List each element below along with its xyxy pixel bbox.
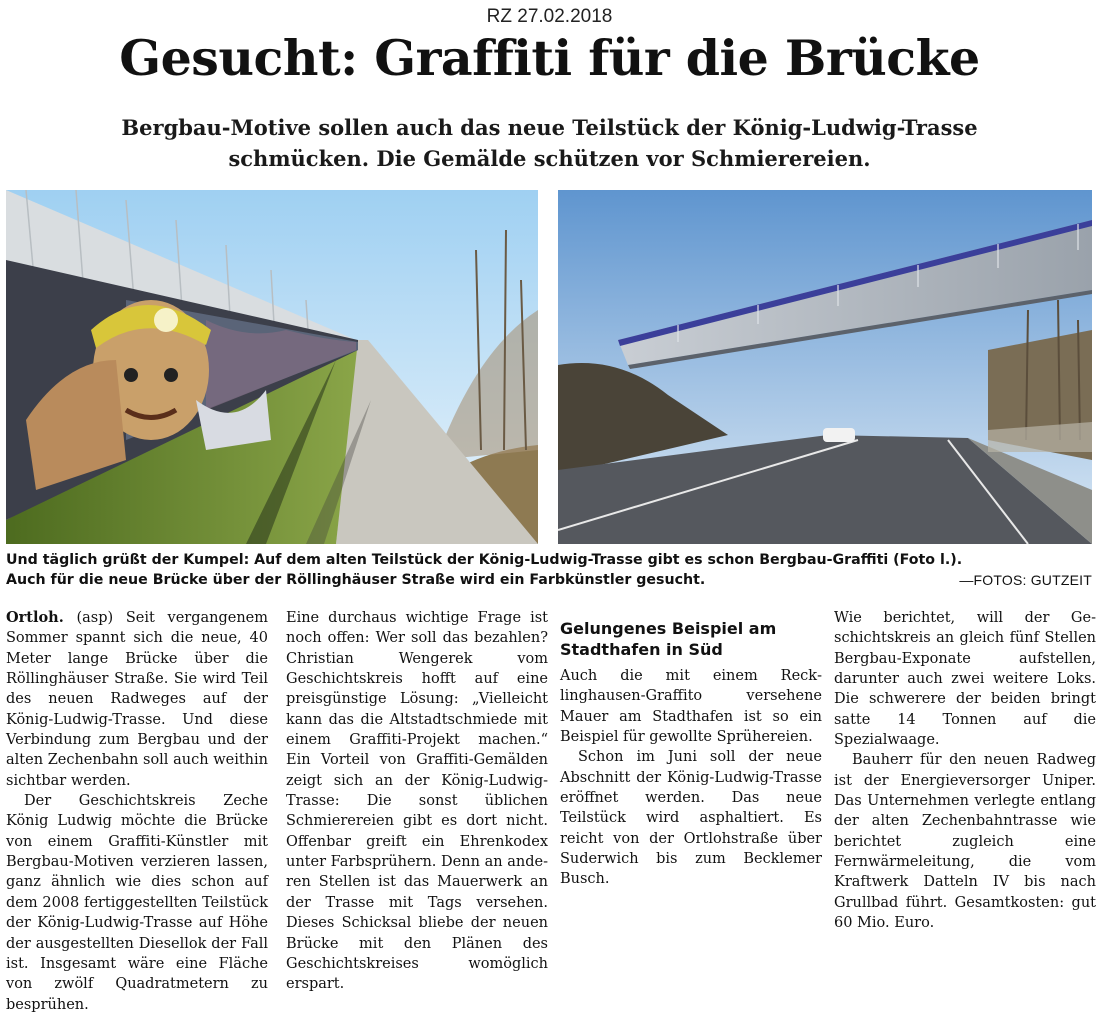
- article-paragraph-3: Eine durchaus wichtige Frage ist noch offen: Wer soll das bezahlen? Christian Wengerek vom Geschichtskreis hofft auf eine preisgünstige Lösung: „Vielleicht kann das die Altstadtschmiede mit einem Graffiti-Projekt machen.“ Ein Vorteil von Graffiti-Gemälden zeigt sich an der König-Ludwig-Trasse: Die sonst üblichen Schmierereien gibt es dort nicht. Offenbar greift ein Ehrenkodex unter Farbsprühern. Denn an anderen Stellen ist das Mauerwerk an der Trasse mit Tags versehen. Dieses Schicksal bliebe der neuen Brücke mit den Plänen des Geschichtskreises womöglich erspart.: [286, 610, 548, 993]
- article-paragraph-2: Der Geschichtskreis Zeche König Ludwig möchte die Brücke von einem Graffiti-Künstler mit Bergbau-Motiven verzieren lassen, ganz ähnlich wie dies schon auf dem 2008 fertiggestellten Teilstück der König-Ludwig-Trasse auf Höhe der ausgestellten Diesellok der Fall ist. Insgesamt wäre eine Fläche von zwölf Quadratmetern zu besprühen.: [6, 793, 268, 1013]
- subheadline: [0, 112, 1099, 174]
- article-paragraph-6: Wie berichtet, will der Geschichtskreis an gleich fünf Stellen Bergbau-Exponate aufstellen, darunter auch zwei weitere Loks. Die schwerere der beiden bringt satte 14 Tonnen auf die Spezialwaage.: [834, 610, 1096, 749]
- photo-graffiti-wall: [6, 190, 538, 544]
- article-column-4: [834, 608, 1096, 934]
- subheadline-line-2: schmücken. Die Gemälde schützen vor Schmierereien.: [228, 146, 871, 171]
- paragraph-1-text: (asp) Seit vergangenem Sommer spannt sich die neue, 40 Meter lange Brücke über die Röllinghäuser Straße. Sie wird Teil des neuen Radweges auf der König-Ludwig-Trasse. Und diese Verbindung zum Bergbau und der alten Zechenbahn soll auch weithin sichtbar werden.: [6, 610, 269, 789]
- article-paragraph-5: Schon im Juni soll der neue Abschnitt der König-Ludwig-Trasse eröffnet werden. Das neue Teilstück wird asphaltiert. Es reicht von der Ortlohstraße über Suderwich bis zum Becklemer Busch.: [560, 749, 822, 888]
- caption-line-2: Auch für die neue Brücke über der Röllinghäuser Straße wird ein Farbkünstler gesucht.: [6, 572, 706, 588]
- article-column-1: [6, 608, 268, 1015]
- article-column-2: [286, 608, 548, 995]
- photo-credit: —FOTOS: GUTZEIT: [959, 572, 1092, 588]
- photo-caption: [6, 550, 1092, 590]
- caption-line-1: Und täglich grüßt der Kumpel: Auf dem alten Teilstück der König-Ludwig-Trasse gibt es schon Bergbau-Graffiti (Foto l.).: [6, 552, 963, 568]
- article-paragraph-1: [6, 608, 268, 791]
- article-paragraph-4: Auch die mit einem Recklinghausen-Graffito versehene Mauer am Stadthafen ist so ein Beispiel für gewollte Sprühereien.: [560, 668, 822, 746]
- subheadline-line-1: Bergbau-Motive sollen auch das neue Teilstück der König-Ludwig-Trasse: [121, 115, 978, 140]
- article-subheading: Gelungenes Beispiel am Stadthafen in Süd: [560, 619, 777, 659]
- article-column-3: [560, 608, 822, 890]
- dateline: Ortloh.: [6, 609, 64, 626]
- source-date: RZ 27.02.2018: [486, 6, 613, 27]
- headline: Gesucht: Graffiti für die Brücke: [119, 29, 980, 87]
- photo-new-bridge: [558, 190, 1092, 544]
- article-paragraph-7: Bauherr für den neuen Radweg ist der Energieversorger Uniper. Das Unternehmen verlegte entlang der alten Zechenbahntrasse wie berichtet zugleich eine Fernwärmeleitung, die vom Kraftwerk Datteln IV bis nach Grullbad führt. Gesamtkosten: gut 60 Mio. Euro.: [834, 752, 1096, 932]
